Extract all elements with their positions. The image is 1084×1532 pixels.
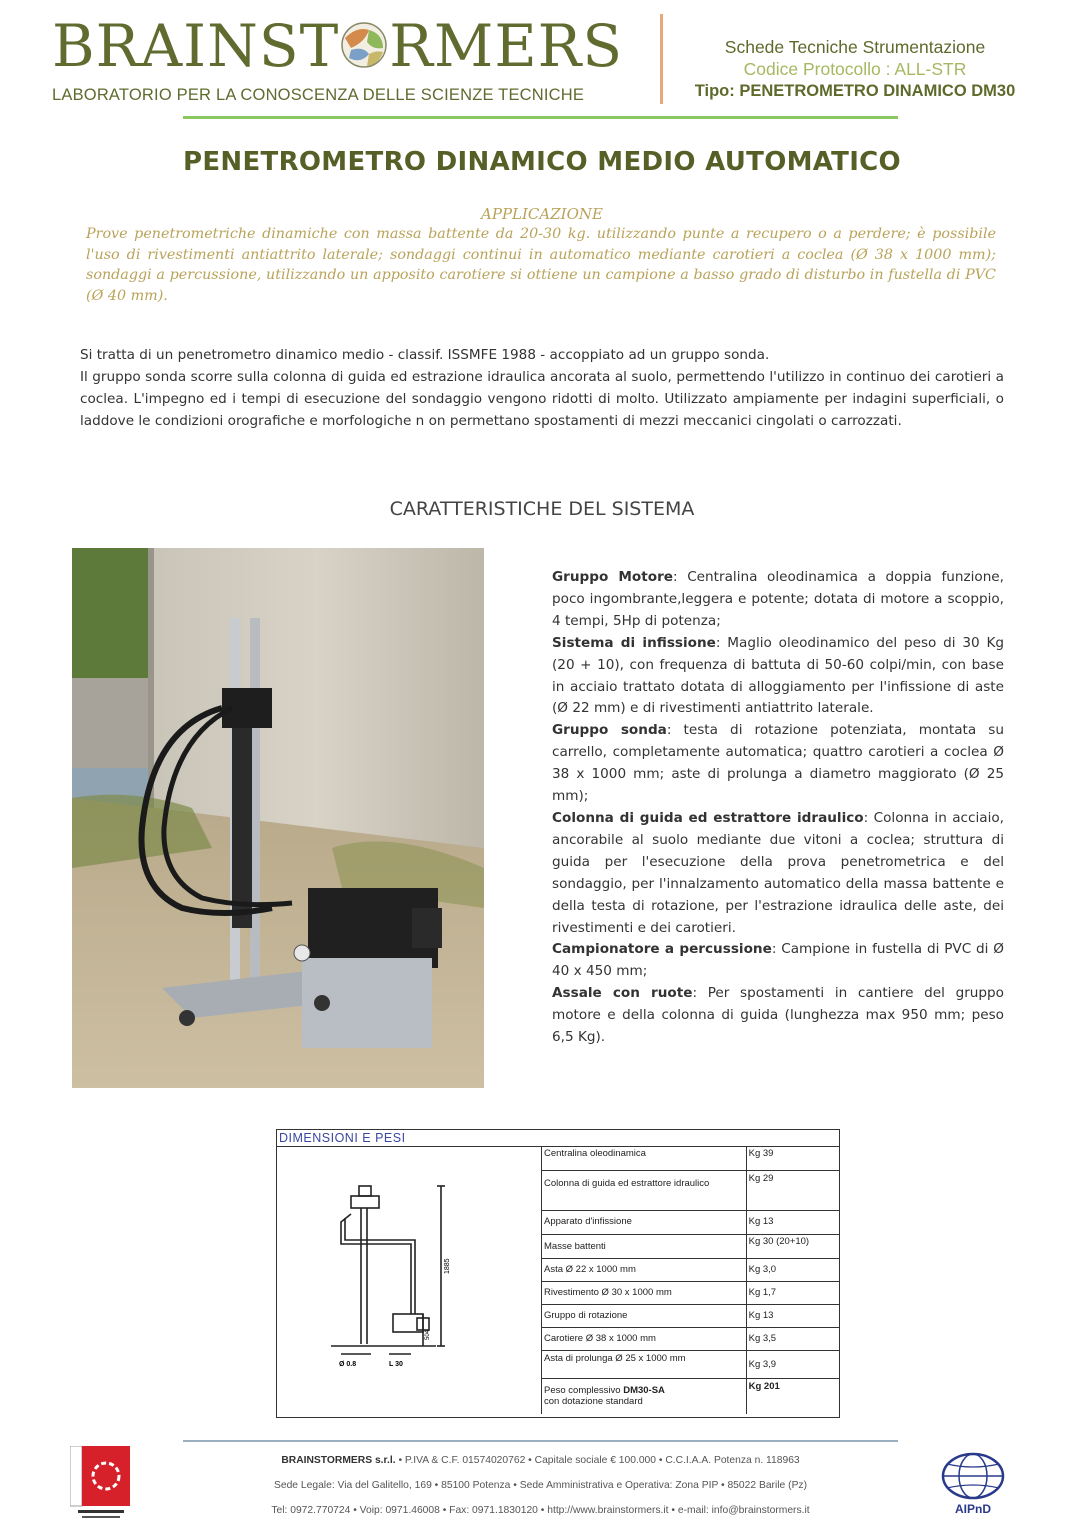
table-cell-item: [542, 1378, 747, 1414]
weights-table: [541, 1146, 839, 1414]
table-cell-item: Asta di prolunga Ø 25 x 1000 mm: [542, 1350, 747, 1378]
features-list: [552, 567, 1004, 1049]
feature-item: [552, 633, 1004, 721]
table-cell-value: Kg 3,5: [746, 1327, 839, 1350]
model-code: DM30-SA: [623, 1384, 665, 1396]
feature-text: : Colonna in acciaio, ancorabile al suolo mediante due vitoni a coclea; struttura di guida per l'esecuzione della prova penetrometrica e del sondaggio, per l'innalzamento automatico della massa battente e della testa di rotazione, per l'estrazione idraulica delle aste, dei rivestimenti e dei carotieri.: [552, 809, 1004, 936]
feature-text: : testa di rotazione potenziata, montata su carrello, completamente automatica; quattro carotieri a coclea Ø 38 x 1000 mm; aste di prolunga a diametro maggiorato (Ø 25 mm);: [552, 722, 1004, 805]
footer-rule: [183, 1440, 898, 1442]
certification-logo-icon: [70, 1446, 132, 1524]
dimension-height-label: 1885: [444, 1258, 451, 1274]
footer-address: Sede Legale: Via del Galitello, 169 • 85100 Potenza • Sede Amministrativa e Operativa: Zona PIP • 85022 Barile (Pz): [273, 1480, 808, 1491]
feature-item: [552, 720, 1004, 808]
feature-label: Gruppo sonda: [552, 722, 667, 739]
brand-logo: [52, 14, 623, 78]
table-cell-value: Kg 1,7: [746, 1281, 839, 1304]
intro-paragraph-2: Il gruppo sonda scorre sulla colonna di guida ed estrazione idraulica ancorata al suolo, permettendo l'utilizzo in continuo dei carotieri a coclea. L'impegno ed i tempi di esecuzione del sondaggio vengono ridotti di molto. Utilizzato ampiamente per indagini superficiali, o laddove le condizioni orografiche e morfologiche n on permettano spostamenti di mezzi meccanici cingolati o carrozzati.: [80, 369, 1004, 429]
header-info: [664, 36, 1046, 102]
intro-paragraph-1: Si tratta di un penetrometro dinamico medio - classif. ISSMFE 1988 - accoppiato ad un gruppo sonda.: [80, 347, 770, 363]
total-label-suffix: con dotazione standard: [544, 1396, 643, 1407]
table-cell-item: Colonna di guida ed estrattore idraulico: [542, 1170, 747, 1210]
doc-category: Schede Tecniche Strumentazione: [724, 37, 986, 57]
table-cell-value-total: Kg 201: [746, 1378, 839, 1414]
table-cell-value: Kg 29: [746, 1170, 839, 1210]
feature-label: Colonna di guida ed estrattore idraulico: [552, 809, 864, 826]
logo-text-left: BRAINST: [52, 12, 340, 80]
table-cell-value: Kg 39: [746, 1146, 839, 1170]
table-row: [542, 1327, 840, 1350]
feature-item: [552, 983, 1004, 1049]
feature-text: : Centralina oleodinamica a doppia funzione, poco ingombrante,leggera e potente; dotata di motore a scoppio, 4 tempi, 5Hp di potenza;: [552, 569, 1004, 629]
footer-contacts: Tel: 0972.770724 • Voip: 0971.46008 • Fax: 0971.1830120 • http://www.brainstormers.it • e-mail: info@brainstormers.it: [271, 1505, 810, 1516]
protocol-code: Codice Protocollo : ALL-STR: [743, 59, 967, 79]
globe-logo-icon: [339, 20, 389, 70]
feature-item: [552, 808, 1004, 939]
table-row: [542, 1170, 840, 1210]
table-row: [542, 1234, 840, 1258]
table-cell-value: Kg 30 (20+10): [746, 1234, 839, 1258]
footer-company-line: [183, 1455, 898, 1466]
application-heading: APPLICAZIONE: [481, 205, 603, 223]
table-title: DIMENSIONI E PESI: [279, 1131, 406, 1145]
total-label-prefix: Peso complessivo: [544, 1384, 624, 1396]
table-cell-value: Kg 3,9: [746, 1350, 839, 1378]
footer-company-details: • P.IVA & C.F. 01574020762 • Capitale sociale € 100.000 • C.C.I.A.A. Potenza n. 118963: [395, 1455, 800, 1466]
table-cell-item: Apparato d'infissione: [542, 1210, 747, 1234]
feature-label: Gruppo Motore: [552, 569, 673, 585]
feature-label: Assale con ruote: [552, 985, 693, 1002]
aipnd-label: AIPnD: [955, 1502, 991, 1516]
feature-label: Sistema di infissione: [552, 634, 716, 651]
logo-text-right: RMERS: [389, 12, 624, 80]
dimensions-weights-table: [276, 1129, 840, 1418]
feature-text: : Per spostamenti in cantiere del gruppo motore e della colonna di guida (lunghezza max 950 mm; peso 6,5 Kg).: [552, 985, 1004, 1046]
table-cell-value: Kg 13: [746, 1304, 839, 1327]
table-row-total: [542, 1378, 840, 1414]
application-text: Prove penetrometriche dinamiche con massa battente da 20-30 kg. utilizzando punte a recupero o a perdere; è possibile l'uso di rivestimenti antiattrito laterale; sondaggi continui in automatico mediante carotieri a coclea (Ø 38 x 1000 mm); sondaggi a percussione, utilizzando un apposito carotiere si ottiene un campione a basso grado di disturbo in fustella di PVC (Ø 40 mm).: [86, 226, 996, 304]
feature-text: : Maglio oleodinamico del peso di 30 Kg (20 + 10), con frequenza di battuta di 50-60 colpi/min, con base in acciaio trattato dotata di alloggiamento per l'infissione di aste (Ø 22 mm) e di rivestimenti antiattrito laterale.: [552, 634, 1004, 717]
header-rule: [183, 116, 898, 119]
table-cell-value: Kg 3,0: [746, 1258, 839, 1281]
feature-item: [552, 567, 1004, 633]
table-row: [542, 1350, 840, 1378]
aipnd-globe-icon: [941, 1452, 1005, 1500]
footer-company: BRAINSTORMERS s.r.l.: [281, 1455, 396, 1466]
intro-section: [80, 344, 1004, 432]
table-cell-item: Carotiere Ø 38 x 1000 mm: [542, 1327, 747, 1350]
feature-label: Campionatore a percussione: [552, 941, 772, 958]
table-cell-item: Asta Ø 22 x 1000 mm: [542, 1258, 747, 1281]
equipment-photo: [72, 548, 484, 1088]
table-row: [542, 1210, 840, 1234]
table-row: [542, 1146, 840, 1170]
feature-item: [552, 939, 1004, 983]
tagline: LABORATORIO PER LA CONOSCENZA DELLE SCIENZE TECNICHE: [52, 86, 585, 104]
instrument-type: Tipo: PENETROMETRO DINAMICO DM30: [694, 82, 1016, 100]
feature-text: : Campione in fustella di PVC di Ø 40 x 450 mm;: [552, 941, 1005, 980]
table-cell-item: Rivestimento Ø 30 x 1000 mm: [542, 1281, 747, 1304]
header-divider: [660, 14, 663, 104]
table-cell-item: Masse battenti: [542, 1234, 747, 1258]
dimension-left-label: Ø 0.8: [339, 1361, 357, 1368]
dimension-right-label: L 30: [389, 1361, 403, 1368]
system-heading: CARATTERISTICHE DEL SISTEMA: [389, 498, 695, 520]
table-cell-item: Centralina oleodinamica: [542, 1146, 747, 1170]
technical-drawing: [331, 1174, 491, 1374]
page-title: PENETROMETRO DINAMICO MEDIO AUTOMATICO: [183, 147, 901, 177]
aipnd-logo: [938, 1452, 1008, 1518]
table-cell-value: Kg 13: [746, 1210, 839, 1234]
table-row: [542, 1304, 840, 1327]
table-row: [542, 1258, 840, 1281]
dimension-small-label: 504: [425, 1329, 431, 1340]
table-cell-item: Gruppo di rotazione: [542, 1304, 747, 1327]
table-row: [542, 1281, 840, 1304]
